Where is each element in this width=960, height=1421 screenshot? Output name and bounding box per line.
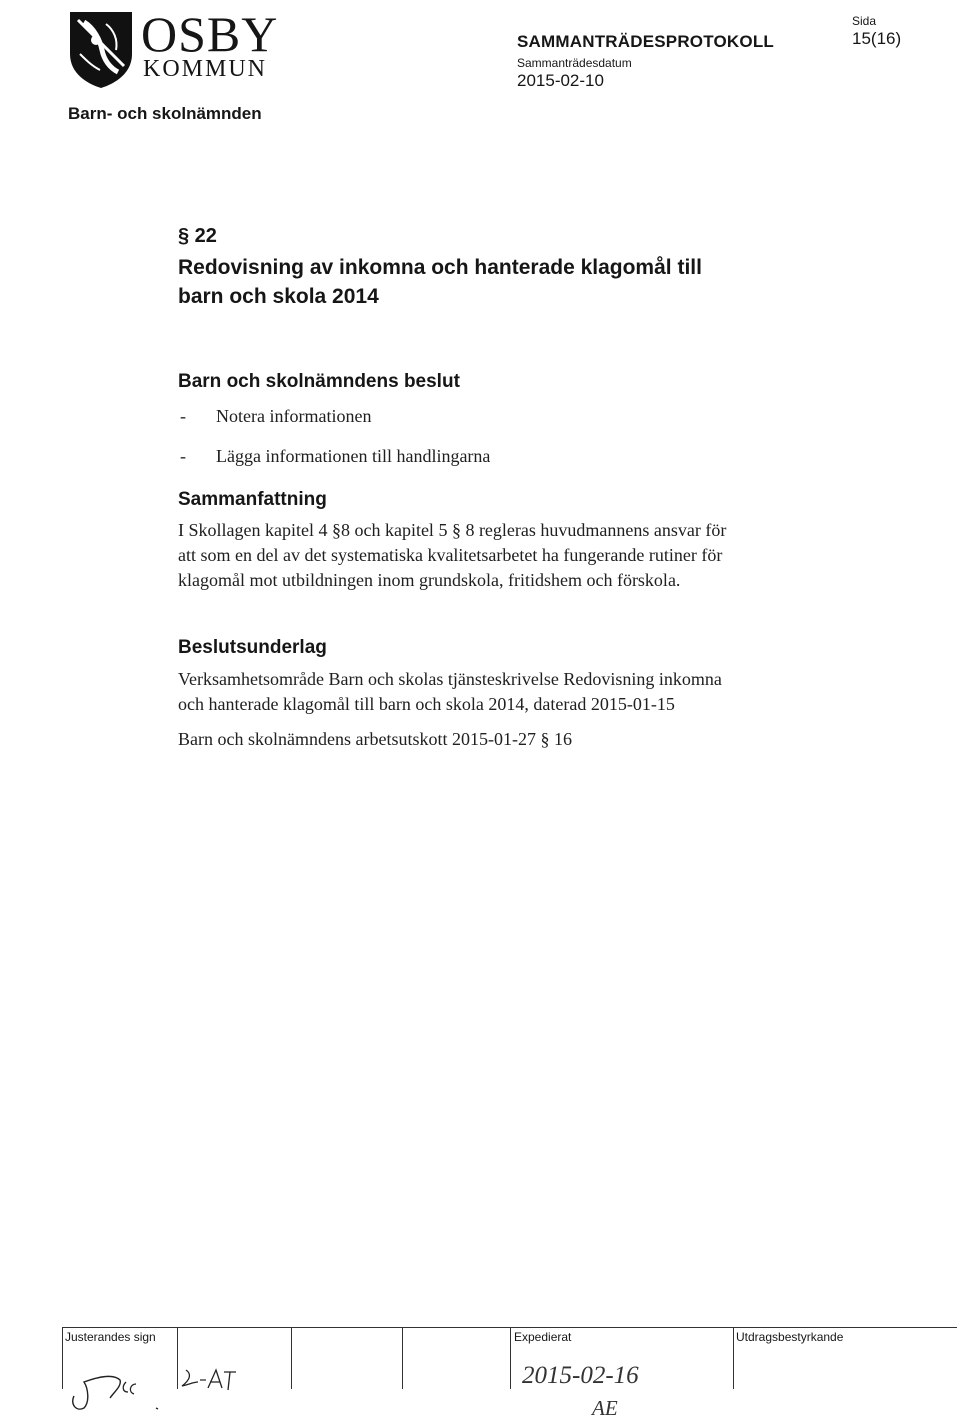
summary-line: klagomål mot utbildningen inom grundskola, fritidshem och förskola. bbox=[178, 570, 681, 590]
bullet-dash: - bbox=[180, 406, 186, 426]
decision-item bbox=[178, 404, 838, 429]
handwritten-date: 2015-02-16 bbox=[522, 1362, 639, 1389]
decision-item-text: Lägga informationen till handlingarna bbox=[216, 446, 491, 466]
summary-heading: Sammanfattning bbox=[178, 489, 327, 510]
department-name: Barn- och skolnämnden bbox=[68, 104, 262, 123]
basis-heading: Beslutsunderlag bbox=[178, 637, 327, 658]
coat-of-arms-icon bbox=[66, 10, 136, 90]
handwritten-initials: AE bbox=[592, 1396, 618, 1420]
protocol-content bbox=[178, 222, 838, 752]
decision-item bbox=[178, 444, 838, 469]
logo-kommun: KOMMUN bbox=[143, 56, 268, 82]
bullet-dash: - bbox=[180, 446, 186, 466]
dispatched-label: Expedierat bbox=[514, 1330, 572, 1344]
paragraph-number: § 22 bbox=[178, 225, 217, 247]
handwritten-signatures bbox=[60, 1330, 960, 1421]
date-value: 2015-02-10 bbox=[517, 71, 604, 90]
basis-line: Verksamhetsområde Barn och skolas tjänsteskrivelse Redovisning inkomna bbox=[178, 669, 722, 689]
basis-line: och hanterade klagomål till barn och skola 2014, daterad 2015-01-15 bbox=[178, 694, 675, 714]
summary-line: I Skollagen kapitel 4 §8 och kapitel 5 § 8 regleras huvudmannens ansvar för bbox=[178, 520, 727, 540]
decision-item-text: Notera informationen bbox=[216, 406, 372, 426]
page-label: Sida bbox=[852, 14, 877, 28]
logo-osby: OSBY bbox=[141, 6, 279, 62]
document-type: SAMMANTRÄDESPROTOKOLL bbox=[517, 32, 774, 51]
decision-heading: Barn och skolnämndens beslut bbox=[178, 371, 460, 392]
sign-label: Justerandes sign bbox=[65, 1330, 156, 1344]
section-title-line-1: Redovisning av inkomna och hanterade klagomål till bbox=[178, 256, 702, 279]
section-title-line-2: barn och skola 2014 bbox=[178, 285, 379, 308]
basis-line: Barn och skolnämndens arbetsutskott 2015-01-27 § 16 bbox=[178, 729, 572, 749]
page-number: 15(16) bbox=[852, 29, 902, 48]
summary-line: att som en del av det systematiska kvalitetsarbetet ha fungerande rutiner för bbox=[178, 545, 723, 565]
extract-label: Utdragsbestyrkande bbox=[736, 1330, 844, 1344]
date-label: Sammanträdesdatum bbox=[517, 56, 632, 70]
